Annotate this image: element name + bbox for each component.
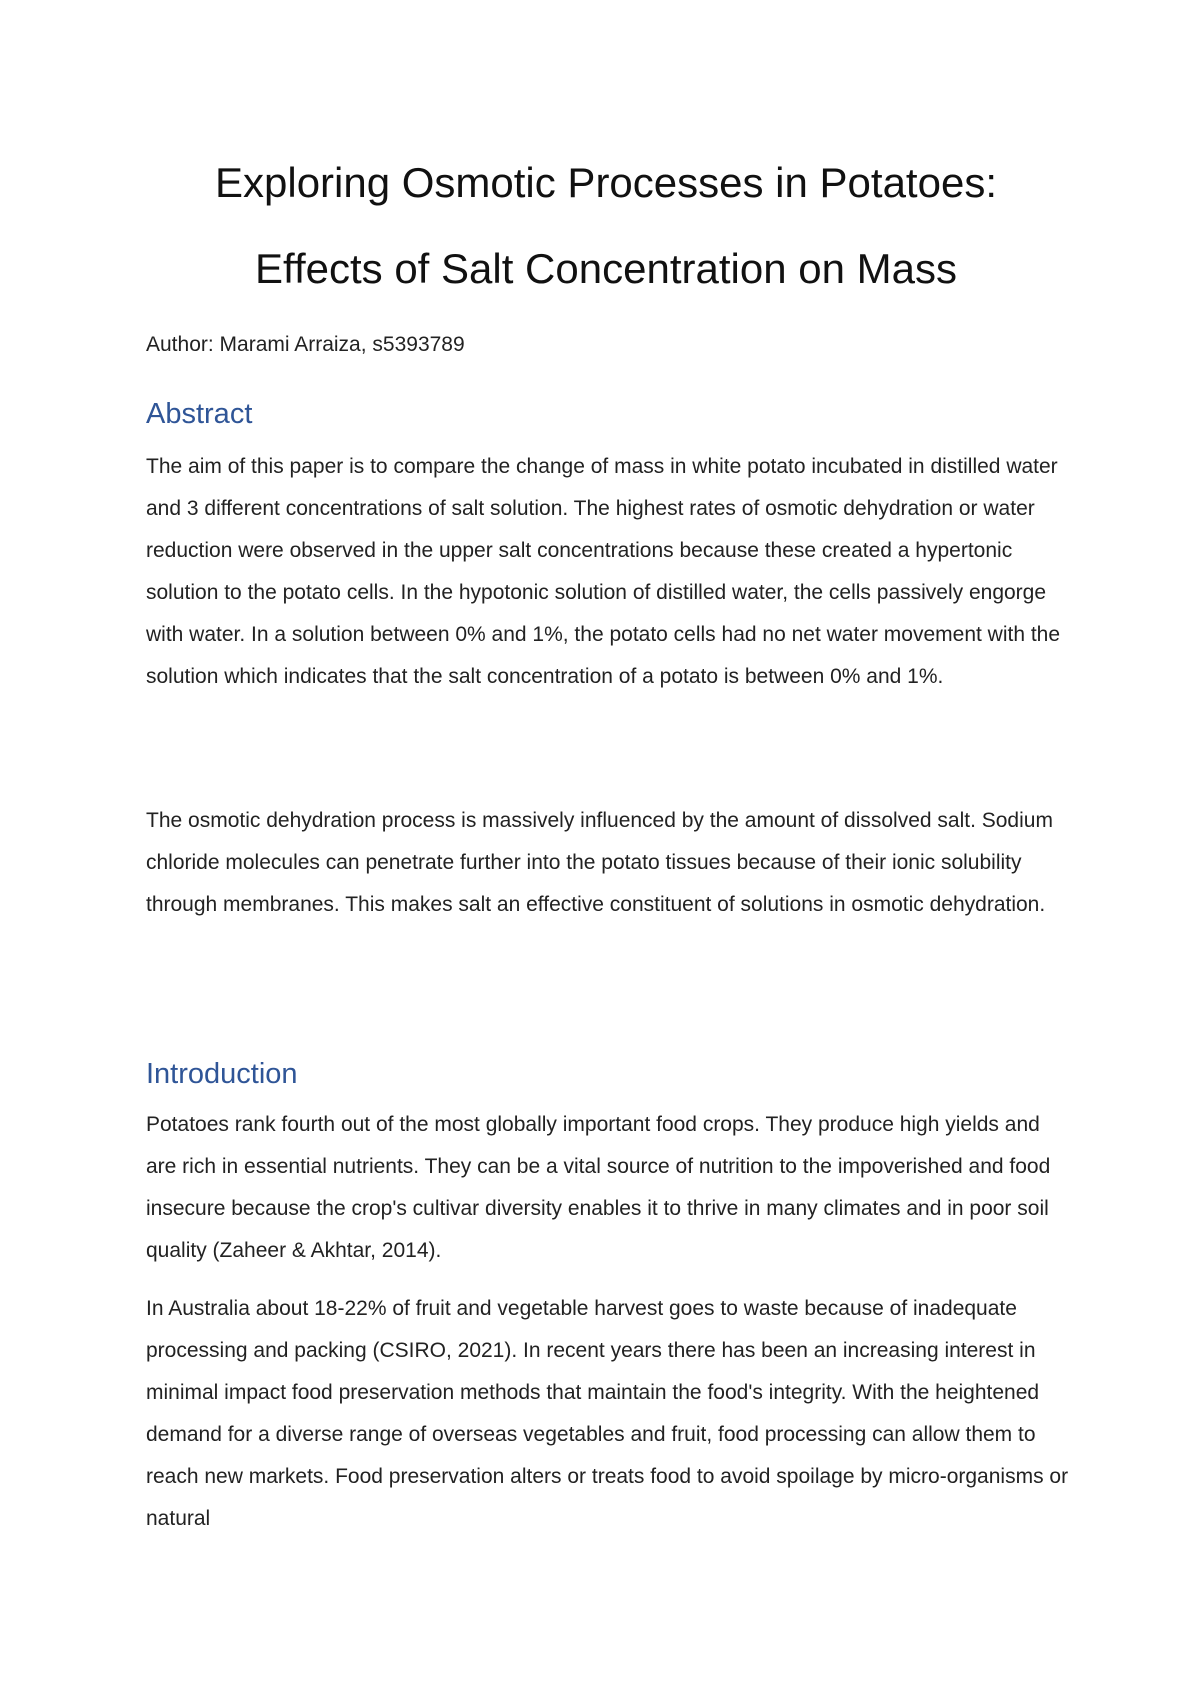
section-heading-abstract: Abstract [146, 398, 253, 430]
author-line: Author: Marami Arraiza, s5393789 [146, 333, 465, 356]
introduction-paragraph-2: In Australia about 18-22% of fruit and vegetable harvest goes to waste because of inadequate processing and packing (CSIRO, 2021). In recent years there has been an increasing interest in minimal impact food preservation methods that maintain the food's integrity. With the heightened demand for a diverse range of overseas vegetables and fruit, food processing can allow them to reach new markets. Food preservation alters or treats food to avoid spoilage by micro-organisms or natural [146, 1297, 1069, 1530]
page-title [146, 140, 1066, 312]
title-line-2: Effects of Salt Concentration on Mass [255, 245, 957, 292]
abstract-paragraph-2: The osmotic dehydration process is massively influenced by the amount of dissolved salt. Sodium chloride molecules can penetrate further into the potato tissues because of their ionic solubility through membranes. This makes salt an effective constituent of solutions in osmotic dehydration. [146, 809, 1053, 916]
introduction-paragraph-1: Potatoes rank fourth out of the most globally important food crops. They produce high yields and are rich in essential nutrients. They can be a vital source of nutrition to the impoverished and food insecure because the crop's cultivar diversity enables it to thrive in many climates and in poor soil quality (Zaheer & Akhtar, 2014). [146, 1113, 1051, 1262]
abstract-paragraph-1: The aim of this paper is to compare the change of mass in white potato incubated in distilled water and 3 different concentrations of salt solution. The highest rates of osmotic dehydration or water reduction were observed in the upper salt concentrations because these created a hypertonic solution to the potato cells. In the hypotonic solution of distilled water, the cells passively engorge with water. In a solution between 0% and 1%, the potato cells had no net water movement with the solution which indicates that the salt concentration of a potato is between 0% and 1%. [146, 455, 1061, 688]
section-heading-introduction: Introduction [146, 1058, 298, 1090]
title-line-1: Exploring Osmotic Processes in Potatoes: [214, 159, 997, 206]
document-page [146, 0, 1069, 1696]
